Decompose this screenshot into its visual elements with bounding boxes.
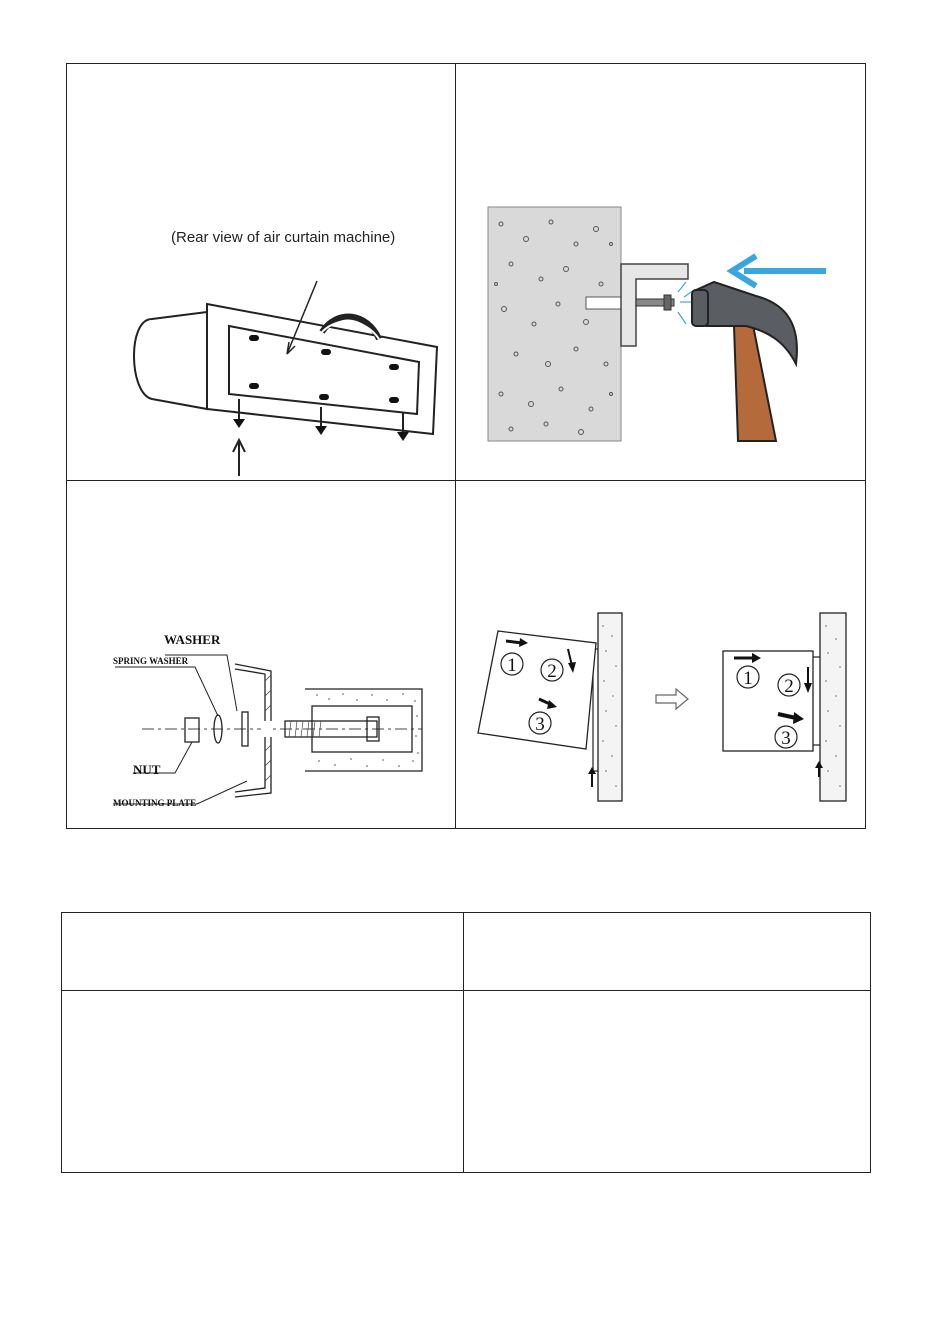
mounting-plate-label: MOUNTING PLATE [113, 798, 197, 808]
nut-label: NUT [133, 762, 161, 777]
mounting-exploded-diagram [67, 481, 456, 829]
right-step-2: 2 [783, 676, 794, 697]
left-step-1: 1 [506, 655, 517, 676]
hanging-steps-cell [455, 481, 865, 829]
hanging-steps-diagram [456, 481, 867, 829]
left-step-2: 2 [546, 661, 557, 682]
bottom-table-cell-r1c2 [463, 913, 871, 991]
mounting-detail-cell [67, 481, 456, 829]
rear-view-caption: (Rear view of air curtain machine) [171, 229, 396, 246]
transition-arrow [656, 689, 688, 709]
hammer-anchor-illustration [456, 64, 867, 481]
bottom-table-cell-r2c1 [62, 991, 464, 1173]
concrete-wall [488, 207, 621, 441]
spring-washer-label: SPRING WASHER [113, 656, 189, 666]
washer-label: WASHER [164, 632, 221, 647]
bottom-table [61, 912, 871, 1173]
bottom-table-cell-r2c2 [463, 991, 871, 1173]
rear-view-illustration [67, 64, 456, 481]
bottom-table-cell-r1c1 [62, 913, 464, 991]
right-step-3: 3 [780, 728, 791, 749]
hammer-cell [455, 64, 865, 481]
rear-view-cell [67, 64, 456, 481]
right-step-1: 1 [742, 668, 753, 689]
installation-figure-table [66, 63, 866, 829]
hammer-handle [734, 320, 776, 441]
left-step-3: 3 [534, 714, 545, 735]
